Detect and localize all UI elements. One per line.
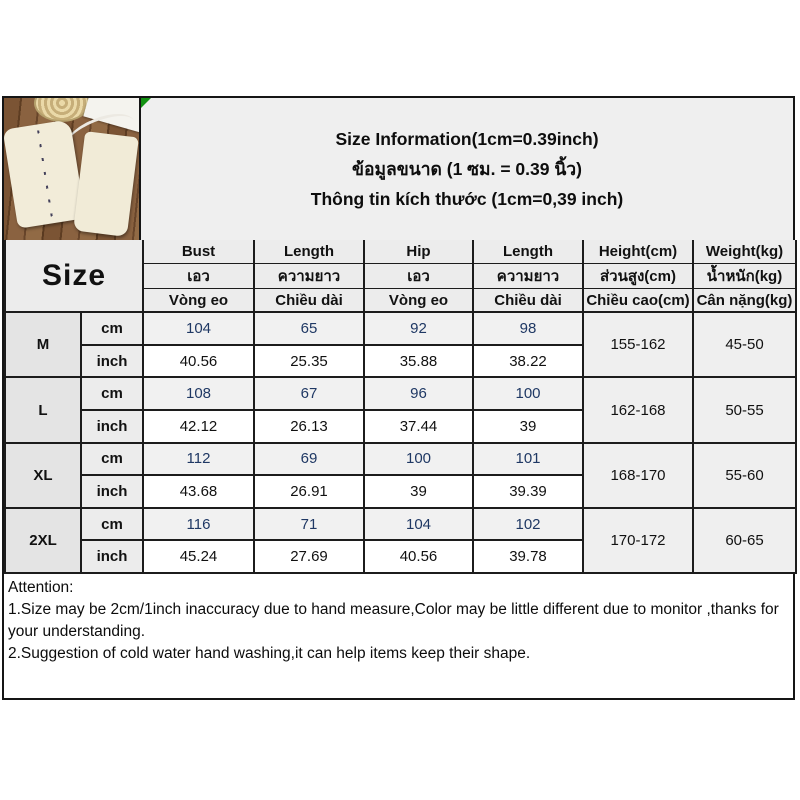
measure-value: 112 — [143, 443, 254, 476]
measure-value: 65 — [254, 312, 364, 345]
unit-label-inch: inch — [81, 540, 143, 573]
weight-range-2xl: 60-65 — [693, 508, 796, 573]
size-chart-sheet — [2, 96, 795, 700]
row-m-cm — [5, 312, 796, 345]
size-label-xl: XL — [5, 443, 81, 508]
unit-label-cm: cm — [81, 443, 143, 476]
measure-value: 100 — [364, 443, 473, 476]
header-length-th: ความยาว — [254, 263, 364, 288]
size-label-m: M — [5, 312, 81, 377]
measure-value: 92 — [364, 312, 473, 345]
button-placket — [37, 130, 53, 217]
measure-value: 116 — [143, 508, 254, 541]
unit-label-inch: inch — [81, 475, 143, 508]
measure-value: 101 — [473, 443, 583, 476]
row-2xl-cm — [5, 508, 796, 541]
measure-value: 39 — [364, 475, 473, 508]
pajama-pants — [73, 131, 139, 237]
weight-range-m: 45-50 — [693, 312, 796, 377]
product-photo — [4, 98, 141, 240]
measure-value: 69 — [254, 443, 364, 476]
measure-value: 42.12 — [143, 410, 254, 443]
measure-value: 100 — [473, 377, 583, 410]
measure-value: 40.56 — [143, 345, 254, 378]
header-row-en — [5, 240, 796, 263]
attention-line-1: 1.Size may be 2cm/1inch inaccuracy due to hand measure,Color may be little different due to monitor ,thanks for your understanding. — [8, 601, 779, 640]
header-hip-vi: Vòng eo — [364, 289, 473, 312]
unit-label-cm: cm — [81, 312, 143, 345]
measure-value: 96 — [364, 377, 473, 410]
attention-line-2: 2.Suggestion of cold water hand washing,it can help items keep their shape. — [8, 645, 531, 662]
measure-value: 38.22 — [473, 345, 583, 378]
measure-value: 25.35 — [254, 345, 364, 378]
header-bust-th: เอว — [143, 263, 254, 288]
size-label-l: L — [5, 377, 81, 442]
header-height-en: Height(cm) — [583, 240, 693, 263]
measure-value: 26.91 — [254, 475, 364, 508]
header-weight-th: น้ำหนัก(kg) — [693, 263, 796, 288]
measure-value: 43.68 — [143, 475, 254, 508]
row-l-cm — [5, 377, 796, 410]
header-block — [4, 98, 793, 240]
unit-label-cm: cm — [81, 377, 143, 410]
size-column-header: Size — [5, 240, 143, 312]
header-bust-en: Bust — [143, 240, 254, 263]
height-range-l: 162-168 — [583, 377, 693, 442]
title-thai: ข้อมูลขนาด (1 ซม. = 0.39 นิ้ว) — [352, 159, 582, 179]
height-range-xl: 168-170 — [583, 443, 693, 508]
height-range-m: 155-162 — [583, 312, 693, 377]
attention-heading: Attention: — [8, 579, 74, 596]
header-length2-en: Length — [473, 240, 583, 263]
measure-value: 45.24 — [143, 540, 254, 573]
title-vietnamese: Thông tin kích thước (1cm=0,39 inch) — [310, 189, 624, 209]
measure-value: 39.78 — [473, 540, 583, 573]
header-weight-en: Weight(kg) — [693, 240, 796, 263]
measure-value: 39 — [473, 410, 583, 443]
basket-prop — [34, 98, 90, 122]
header-bust-vi: Vòng eo — [143, 289, 254, 312]
measure-value: 108 — [143, 377, 254, 410]
header-length2-vi: Chiều dài — [473, 289, 583, 312]
header-height-vi: Chiều cao(cm) — [583, 289, 693, 312]
unit-label-cm: cm — [81, 508, 143, 541]
header-height-th: ส่วนสูง(cm) — [583, 263, 693, 288]
unit-label-inch: inch — [81, 345, 143, 378]
height-range-2xl: 170-172 — [583, 508, 693, 573]
measure-value: 71 — [254, 508, 364, 541]
header-length2-th: ความยาว — [473, 263, 583, 288]
weight-range-l: 50-55 — [693, 377, 796, 442]
header-hip-en: Hip — [364, 240, 473, 263]
weight-range-xl: 55-60 — [693, 443, 796, 508]
measure-value: 67 — [254, 377, 364, 410]
measure-value: 98 — [473, 312, 583, 345]
attention-note — [4, 574, 793, 698]
unit-label-inch: inch — [81, 410, 143, 443]
header-hip-th: เอว — [364, 263, 473, 288]
size-label-2xl: 2XL — [5, 508, 81, 573]
measure-value: 104 — [143, 312, 254, 345]
measure-value: 39.39 — [473, 475, 583, 508]
measure-value: 26.13 — [254, 410, 364, 443]
measure-value: 102 — [473, 508, 583, 541]
header-length-en: Length — [254, 240, 364, 263]
measure-value: 40.56 — [364, 540, 473, 573]
header-weight-vi: Cân nặng(kg) — [693, 289, 796, 312]
measure-value: 27.69 — [254, 540, 364, 573]
green-corner-marker-icon — [141, 98, 151, 108]
title-english: Size Information(1cm=0.39inch) — [335, 129, 599, 149]
row-xl-cm — [5, 443, 796, 476]
measure-value: 104 — [364, 508, 473, 541]
header-length-vi: Chiều dài — [254, 289, 364, 312]
measure-value: 37.44 — [364, 410, 473, 443]
size-table — [4, 240, 797, 574]
title-cell — [141, 98, 793, 240]
measure-value: 35.88 — [364, 345, 473, 378]
